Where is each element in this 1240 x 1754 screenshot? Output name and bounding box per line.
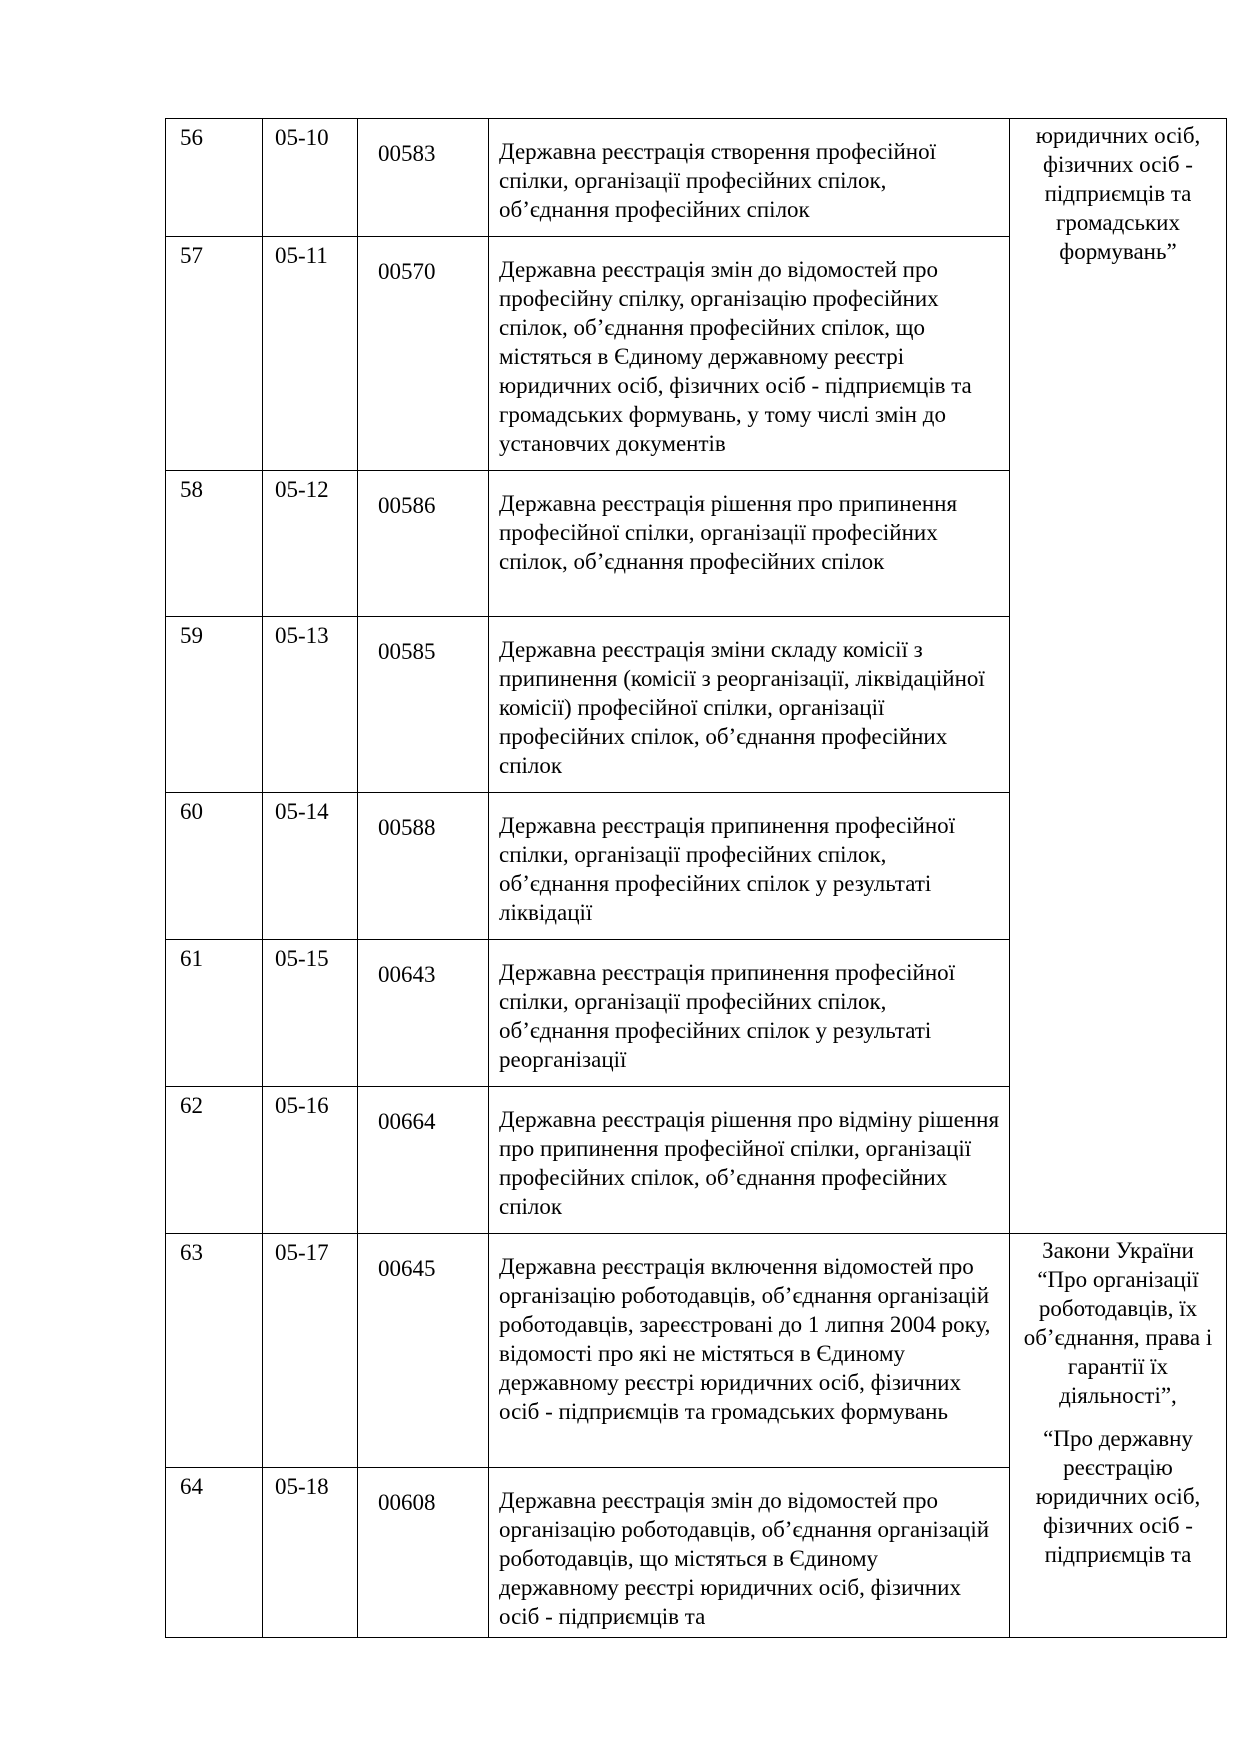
row-service-id: 00643 (358, 940, 489, 1087)
row-service-id: 00608 (358, 1468, 489, 1638)
row-service-name: Державна реєстрація змін до відомостей про професійну спілку, організацію професійних спілок, об’єднання професійних спілок, що містяться в Єдиному державному реєстрі юридичних осіб, фізичних осіб - підприємців та громадських формувань, у тому числі змін до установчих документів (489, 237, 1010, 471)
legal-basis-registration-law: “Про державну реєстрацію юридичних осіб, фізичних осіб - підприємців та (1035, 1426, 1201, 1567)
row-service-name: Державна реєстрація припинення професійної спілки, організації професійних спілок, об’єднання професійних спілок у результаті реорганізації (489, 940, 1010, 1087)
row-service-name: Державна реєстрація зміни складу комісії з припинення (комісії з реорганізації, ліквідаційної комісії) професійної спілки, організації професійних спілок, об’єднання професійних спілок (489, 617, 1010, 793)
row-code: 05-11 (263, 237, 358, 471)
row-service-id: 00588 (358, 793, 489, 940)
row-number: 59 (166, 617, 263, 793)
row-code: 05-10 (263, 119, 358, 237)
row-number: 64 (166, 1468, 263, 1638)
row-service-name: Державна реєстрація змін до відомостей про організацію роботодавців, об’єднання організацій роботодавців, що містяться в Єдиному державному реєстрі юридичних осіб, фізичних осіб - підприємців та (489, 1468, 1010, 1638)
row-service-id: 00585 (358, 617, 489, 793)
row-number: 56 (166, 119, 263, 237)
row-number: 57 (166, 237, 263, 471)
row-code: 05-13 (263, 617, 358, 793)
row-number: 63 (166, 1234, 263, 1468)
row-number: 60 (166, 793, 263, 940)
row-code: 05-18 (263, 1468, 358, 1638)
services-table (165, 118, 1227, 1638)
row-number: 62 (166, 1087, 263, 1234)
row-code: 05-16 (263, 1087, 358, 1234)
row-code: 05-12 (263, 471, 358, 617)
legal-basis-text: юридичних осіб, фізичних осіб - підприємців та громадських формувань” (1035, 123, 1201, 264)
legal-basis-laws: Закони України “Про організації роботодавців, їх об’єднання, права і гарантії їх діяльності”, (1023, 1238, 1213, 1408)
row-code: 05-17 (263, 1234, 358, 1468)
row-service-id: 00570 (358, 237, 489, 471)
row-code: 05-15 (263, 940, 358, 1087)
row-service-name: Державна реєстрація включення відомостей про організацію роботодавців, об’єднання організацій роботодавців, зареєстровані до 1 липня 2004 року, відомості про які не містяться в Єдиному державному реєстрі юридичних осіб, фізичних осіб - підприємців та громадських формувань (489, 1234, 1010, 1468)
row-service-id: 00645 (358, 1234, 489, 1468)
row-service-id: 00586 (358, 471, 489, 617)
row-number: 61 (166, 940, 263, 1087)
legal-basis-cell (1010, 119, 1227, 1234)
row-service-name: Державна реєстрація рішення про припинення професійної спілки, організації професійних спілок, об’єднання професійних спілок (489, 471, 1010, 617)
row-service-name: Державна реєстрація створення професійної спілки, організації професійних спілок, об’єднання професійних спілок (489, 119, 1010, 237)
row-service-name: Державна реєстрація рішення про відміну рішення про припинення професійної спілки, організації професійних спілок, об’єднання професійних спілок (489, 1087, 1010, 1234)
row-service-id: 00664 (358, 1087, 489, 1234)
table-row (166, 1234, 1227, 1468)
table-row (166, 119, 1227, 237)
legal-basis-cell (1010, 1234, 1227, 1638)
row-code: 05-14 (263, 793, 358, 940)
row-service-id: 00583 (358, 119, 489, 237)
row-number: 58 (166, 471, 263, 617)
paragraph-gap (1016, 1410, 1220, 1424)
row-service-name: Державна реєстрація припинення професійної спілки, організації професійних спілок, об’єднання професійних спілок у результаті ліквідації (489, 793, 1010, 940)
